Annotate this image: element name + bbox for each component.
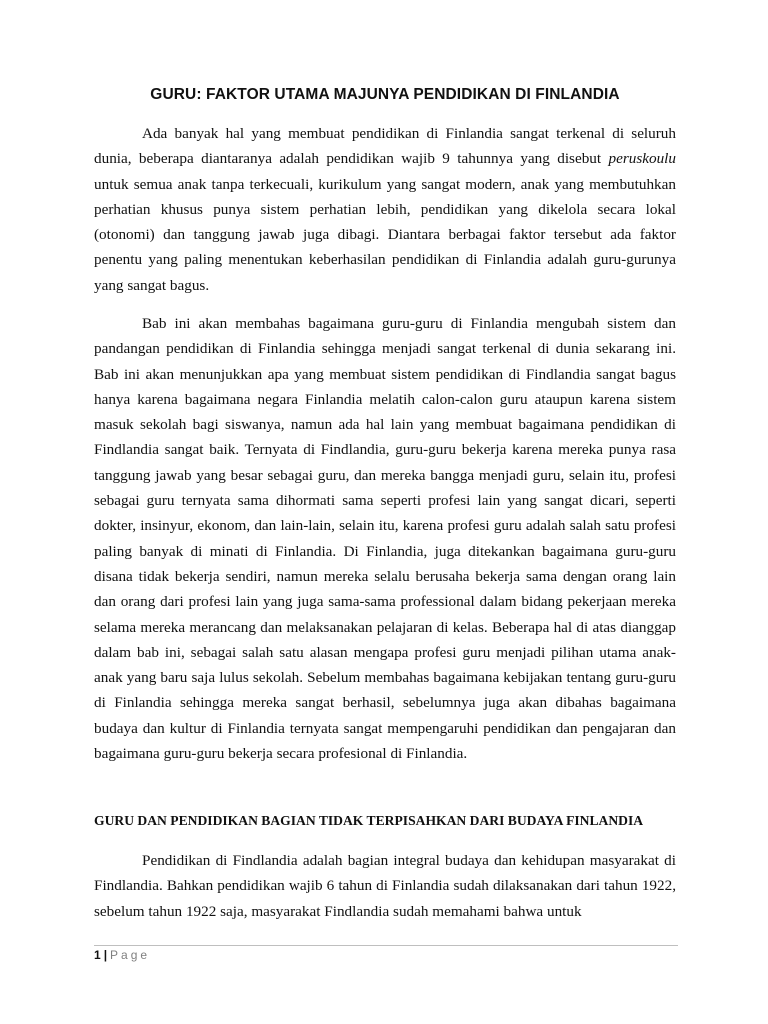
page-label: Page	[110, 948, 151, 962]
paragraph-intro	[94, 121, 676, 298]
page-title: GURU: FAKTOR UTAMA MAJUNYA PENDIDIKAN DI FINLANDIA	[150, 86, 620, 103]
paragraph-text-end: untuk semua anak tanpa terkecuali, kurikulum yang sangat modern, anak yang membutuhkan perhatian khusus punya sistem perhatian lebih, pendidikan yang dikelola secara lokal (otonomi) dan tanggung jawab juga dibagi. Diantara berbagai faktor tersebut ada faktor penentu yang paling menentukan keberhasilan pendidikan di Finlandia adalah guru-gurunya yang sangat bagus.	[94, 175, 676, 294]
page-footer	[94, 948, 150, 962]
paragraph-text-start: Ada banyak hal yang membuat pendidikan di Finlandia sangat terkenal di seluruh dunia, beberapa diantaranya adalah pendidikan wajib 9 tahunnya yang disebut	[94, 125, 676, 168]
page-number: 1	[94, 948, 101, 962]
footer-divider	[94, 945, 678, 946]
paragraph-chapter-overview	[94, 311, 676, 766]
section-heading: GURU DAN PENDIDIKAN BAGIAN TIDAK TERPISAHKAN DARI BUDAYA FINLANDIA	[94, 813, 644, 828]
paragraph-section-intro	[94, 848, 676, 924]
paragraph-text: Bab ini akan membahas bagaimana guru-guru di Finlandia mengubah sistem dan pandangan pendidikan di Finlandia sehingga menjadi sangat terkenal di dunia sekarang ini. Bab ini akan menunjukkan apa yang membuat sistem pendidikan di Findlandia sangat bagus hanya karena bagaimana negara Finlandia melatih calon-calon guru ataupun karena sistem masuk sekolah bagi siswanya, namun ada hal lain yang membuat bagaimana pendidikan di Findlandia sangat baik. Ternyata di Findlandia, guru-guru bekerja karena mereka punya rasa tanggung jawab yang besar sebagai guru, dan mereka bangga menjadi guru, selain itu, profesi sebagai guru ternyata sama dihormati sama seperti profesi lain yang sangat dicari, seperti dokter, insinyur, ekonom, dan lain-lain, selain itu, karena profesi guru adalah salah satu profesi paling banyak di minati di Finlandia. Di Finlandia, juga ditekankan bagaimana guru-guru disana tidak bekerja sendiri, namun mereka selalu berusaha bekerja sama dengan orang lain dan orang dari profesi lain yang juga sama-sama professional dalam bidang pekerjaan mereka selama mereka merancang dan melaksanakan pelajaran di kelas. Beberapa hal di atas dianggap dalam bab ini, sebagai salah satu alasan mengapa profesi guru menjadi pilihan utama anak-anak yang baru saja lulus sekolah. Sebelum membahas bagaimana kebijakan tentang guru-guru di Finlandia sehingga mereka sangat berhasil, sebelumnya juga akan dibahas bagaimana budaya dan kultur di Finlandia ternyata sangat mempengaruhi pendidikan dan pengajaran dan bagaimana guru-guru bekerja secara profesional di Finlandia.	[94, 315, 676, 763]
paragraph-text: Pendidikan di Findlandia adalah bagian integral budaya dan kehidupan masyarakat di Findlandia. Bahkan pendidikan wajib 6 tahun di Finlandia sudah dilaksanakan dari tahun 1922, sebelum tahun 1922 saja, masyarakat Findlandia sudah memahami bahwa untuk	[94, 852, 676, 920]
footer-separator: |	[103, 948, 108, 962]
paragraph-text	[94, 121, 676, 298]
italic-term: peruskoulu	[608, 150, 676, 168]
